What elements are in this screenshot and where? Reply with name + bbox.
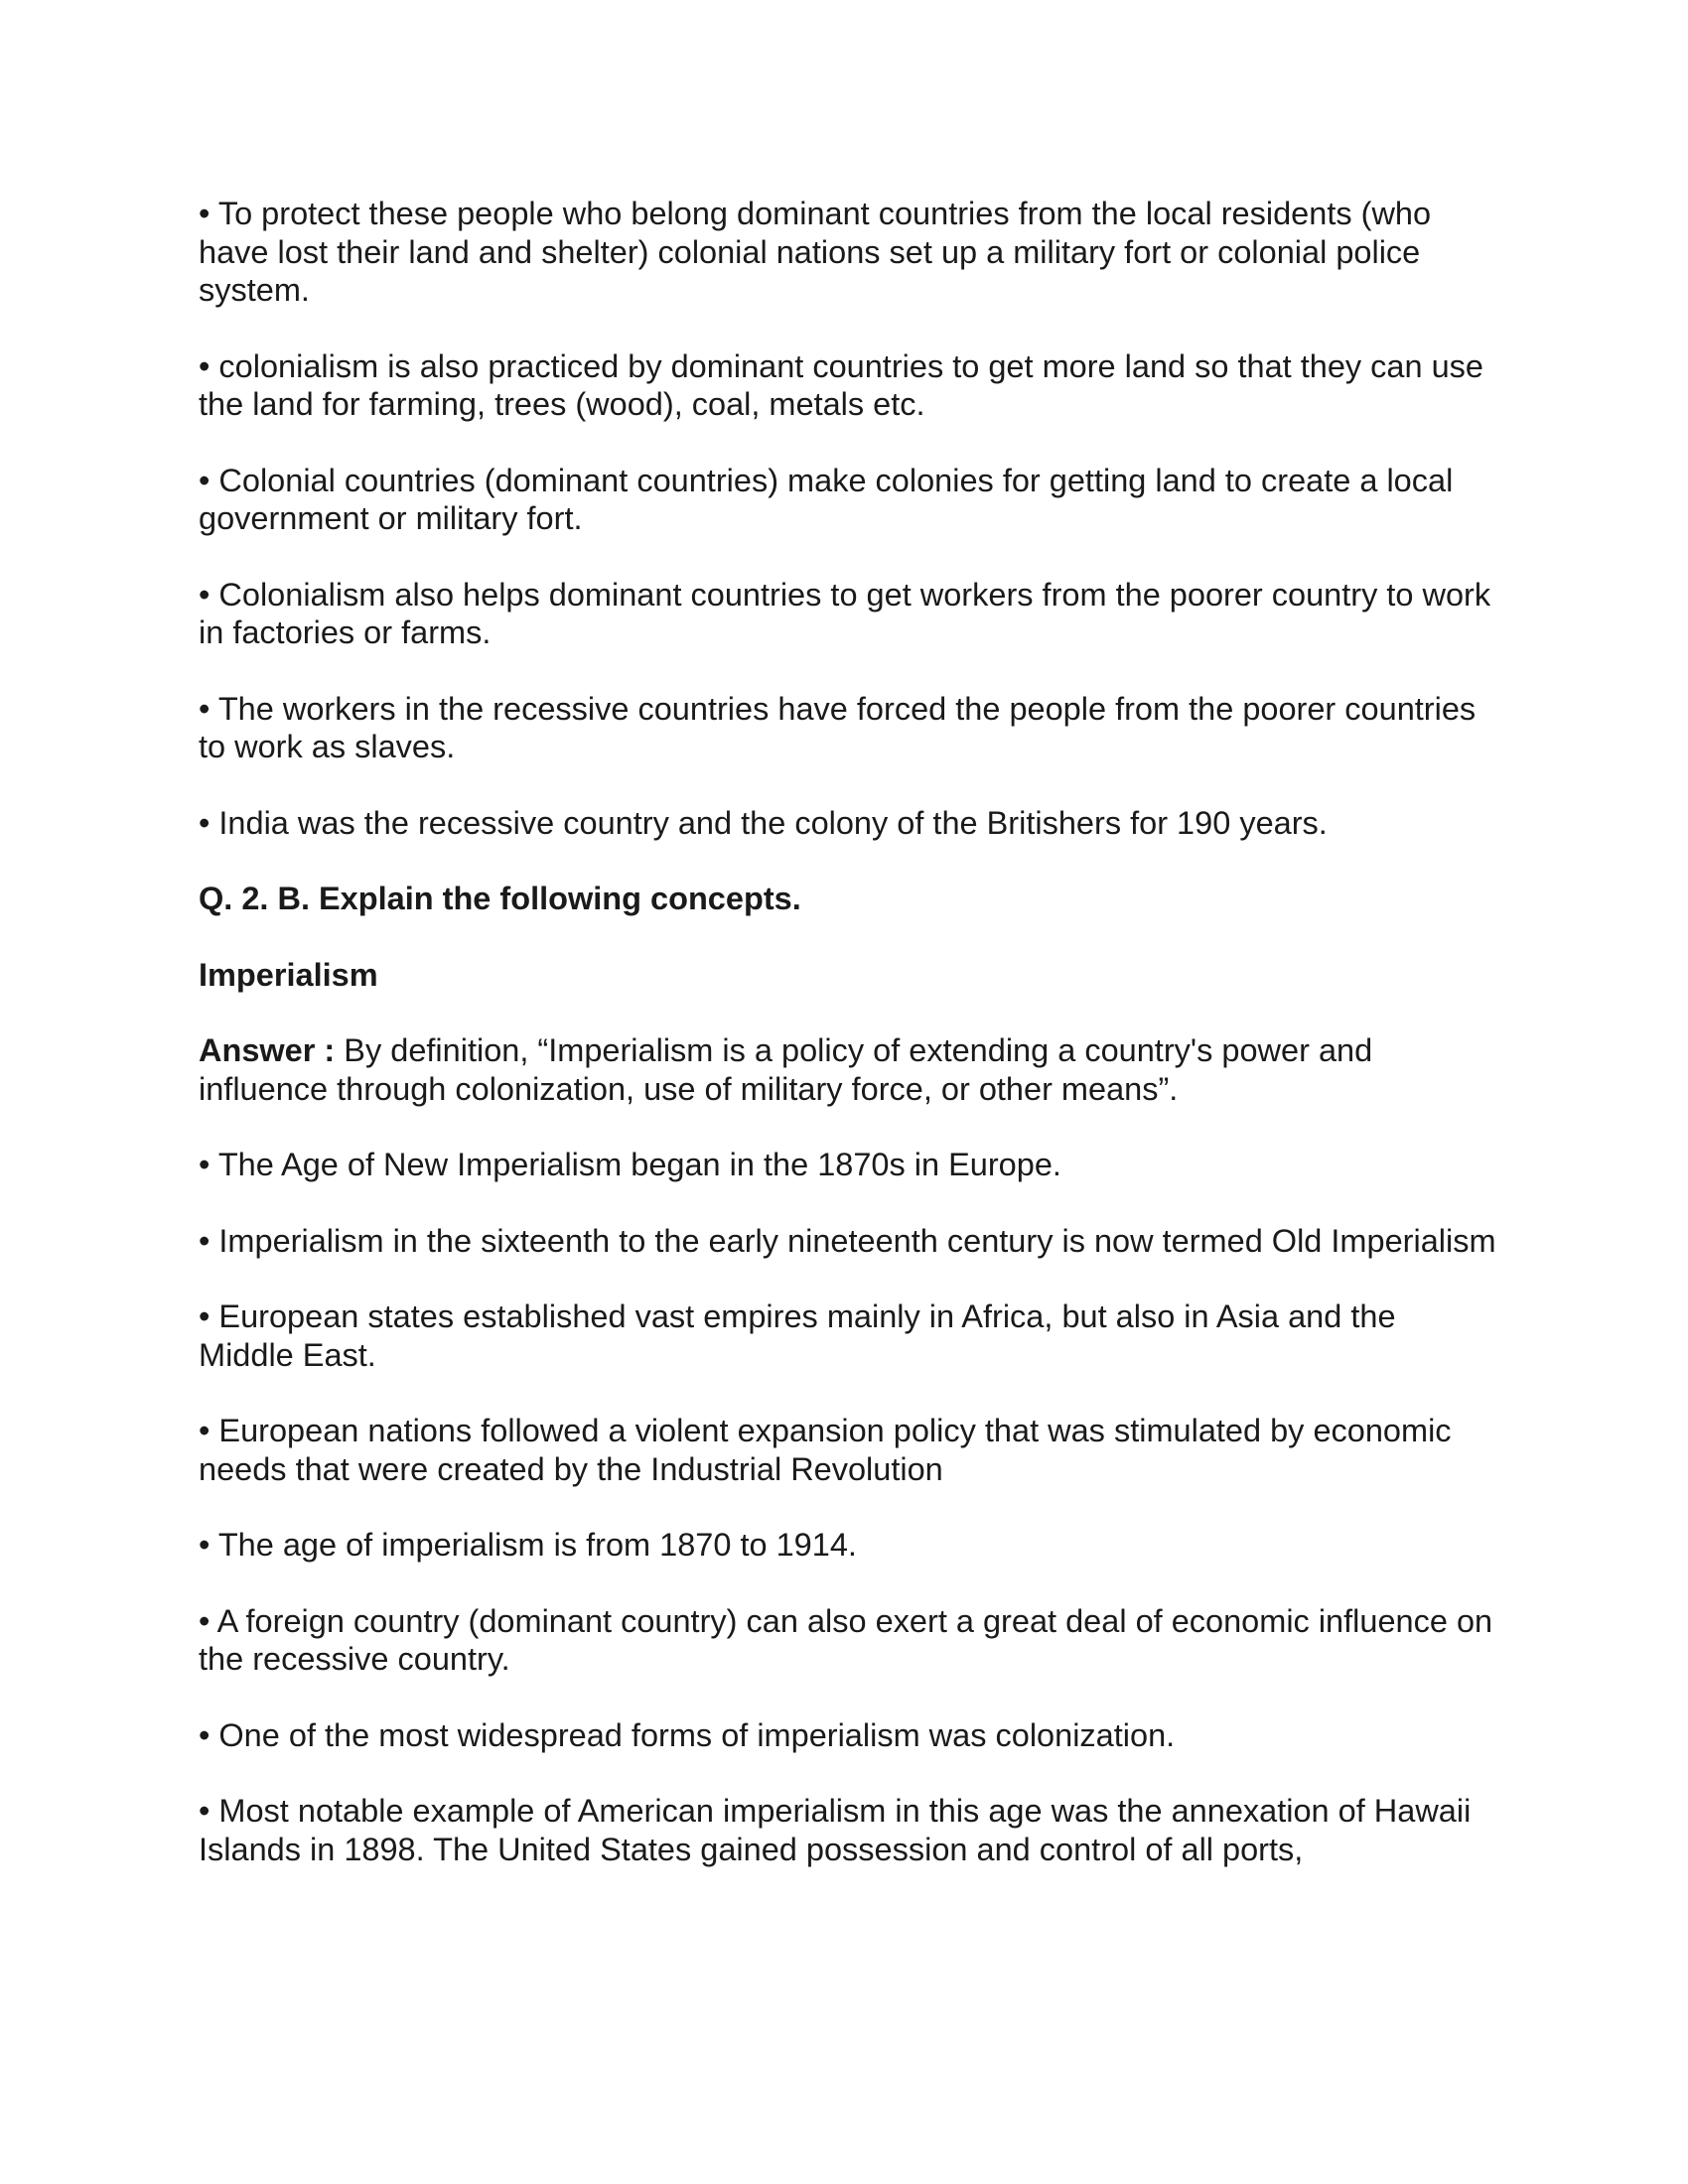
question-heading: Q. 2. B. Explain the following concepts. bbox=[199, 881, 801, 916]
bullet-hawaii-annexation: • Most notable example of American imperialism in this age was the annexation of Hawaii Islands in 1898. The United States gained possession and control of all ports, bbox=[199, 1793, 1472, 1867]
answer-paragraph bbox=[199, 1031, 1499, 1108]
bullet-age-of-imperialism: • The age of imperialism is from 1870 to 1914. bbox=[199, 1527, 857, 1563]
bullet-colonization: • One of the most widespread forms of imperialism was colonization. bbox=[199, 1716, 1176, 1753]
bullet-old-imperialism: • Imperialism in the sixteenth to the early nineteenth century is now termed Old Imperialism bbox=[199, 1222, 1496, 1259]
bullet-workers: • Colonialism also helps dominant countries to get workers from the poorer country to work in factories or farms. bbox=[199, 576, 1491, 650]
answer-text: By definition, “Imperialism is a policy of extending a country's power and influence through colonization, use of military force, or other means”. bbox=[199, 1032, 1373, 1107]
bullet-expansion-policy: • European nations followed a violent expansion policy that was stimulated by economic needs that were created by the Industrial Revolution bbox=[199, 1413, 1452, 1487]
bullet-economic-influence: • A foreign country (dominant country) can also exert a great deal of economic influence on the recessive country. bbox=[199, 1602, 1493, 1677]
bullet-slaves: • The workers in the recessive countries have forced the people from the poorer countries to work as slaves. bbox=[199, 690, 1477, 764]
concept-heading: Imperialism bbox=[199, 956, 378, 993]
answer-label: Answer : bbox=[199, 1032, 336, 1068]
bullet-more-land: • colonialism is also practiced by dominant countries to get more land so that they can use the land for farming, trees (wood), coal, metals etc. bbox=[199, 347, 1484, 422]
bullet-military-fort: • To protect these people who belong dominant countries from the local residents (who have lost their land and shelter) colonial nations set up a military fort or colonial police system. bbox=[199, 196, 1432, 308]
bullet-new-imperialism: • The Age of New Imperialism began in the 1870s in Europe. bbox=[199, 1147, 1061, 1182]
bullet-vast-empires: • European states established vast empires mainly in Africa, but also in Asia and the Middle East. bbox=[199, 1298, 1396, 1373]
document-page bbox=[199, 195, 1499, 1906]
bullet-local-government: • Colonial countries (dominant countries) make colonies for getting land to create a local government or military fort. bbox=[199, 462, 1454, 536]
bullet-india-colony: • India was the recessive country and the colony of the Britishers for 190 years. bbox=[199, 804, 1328, 841]
